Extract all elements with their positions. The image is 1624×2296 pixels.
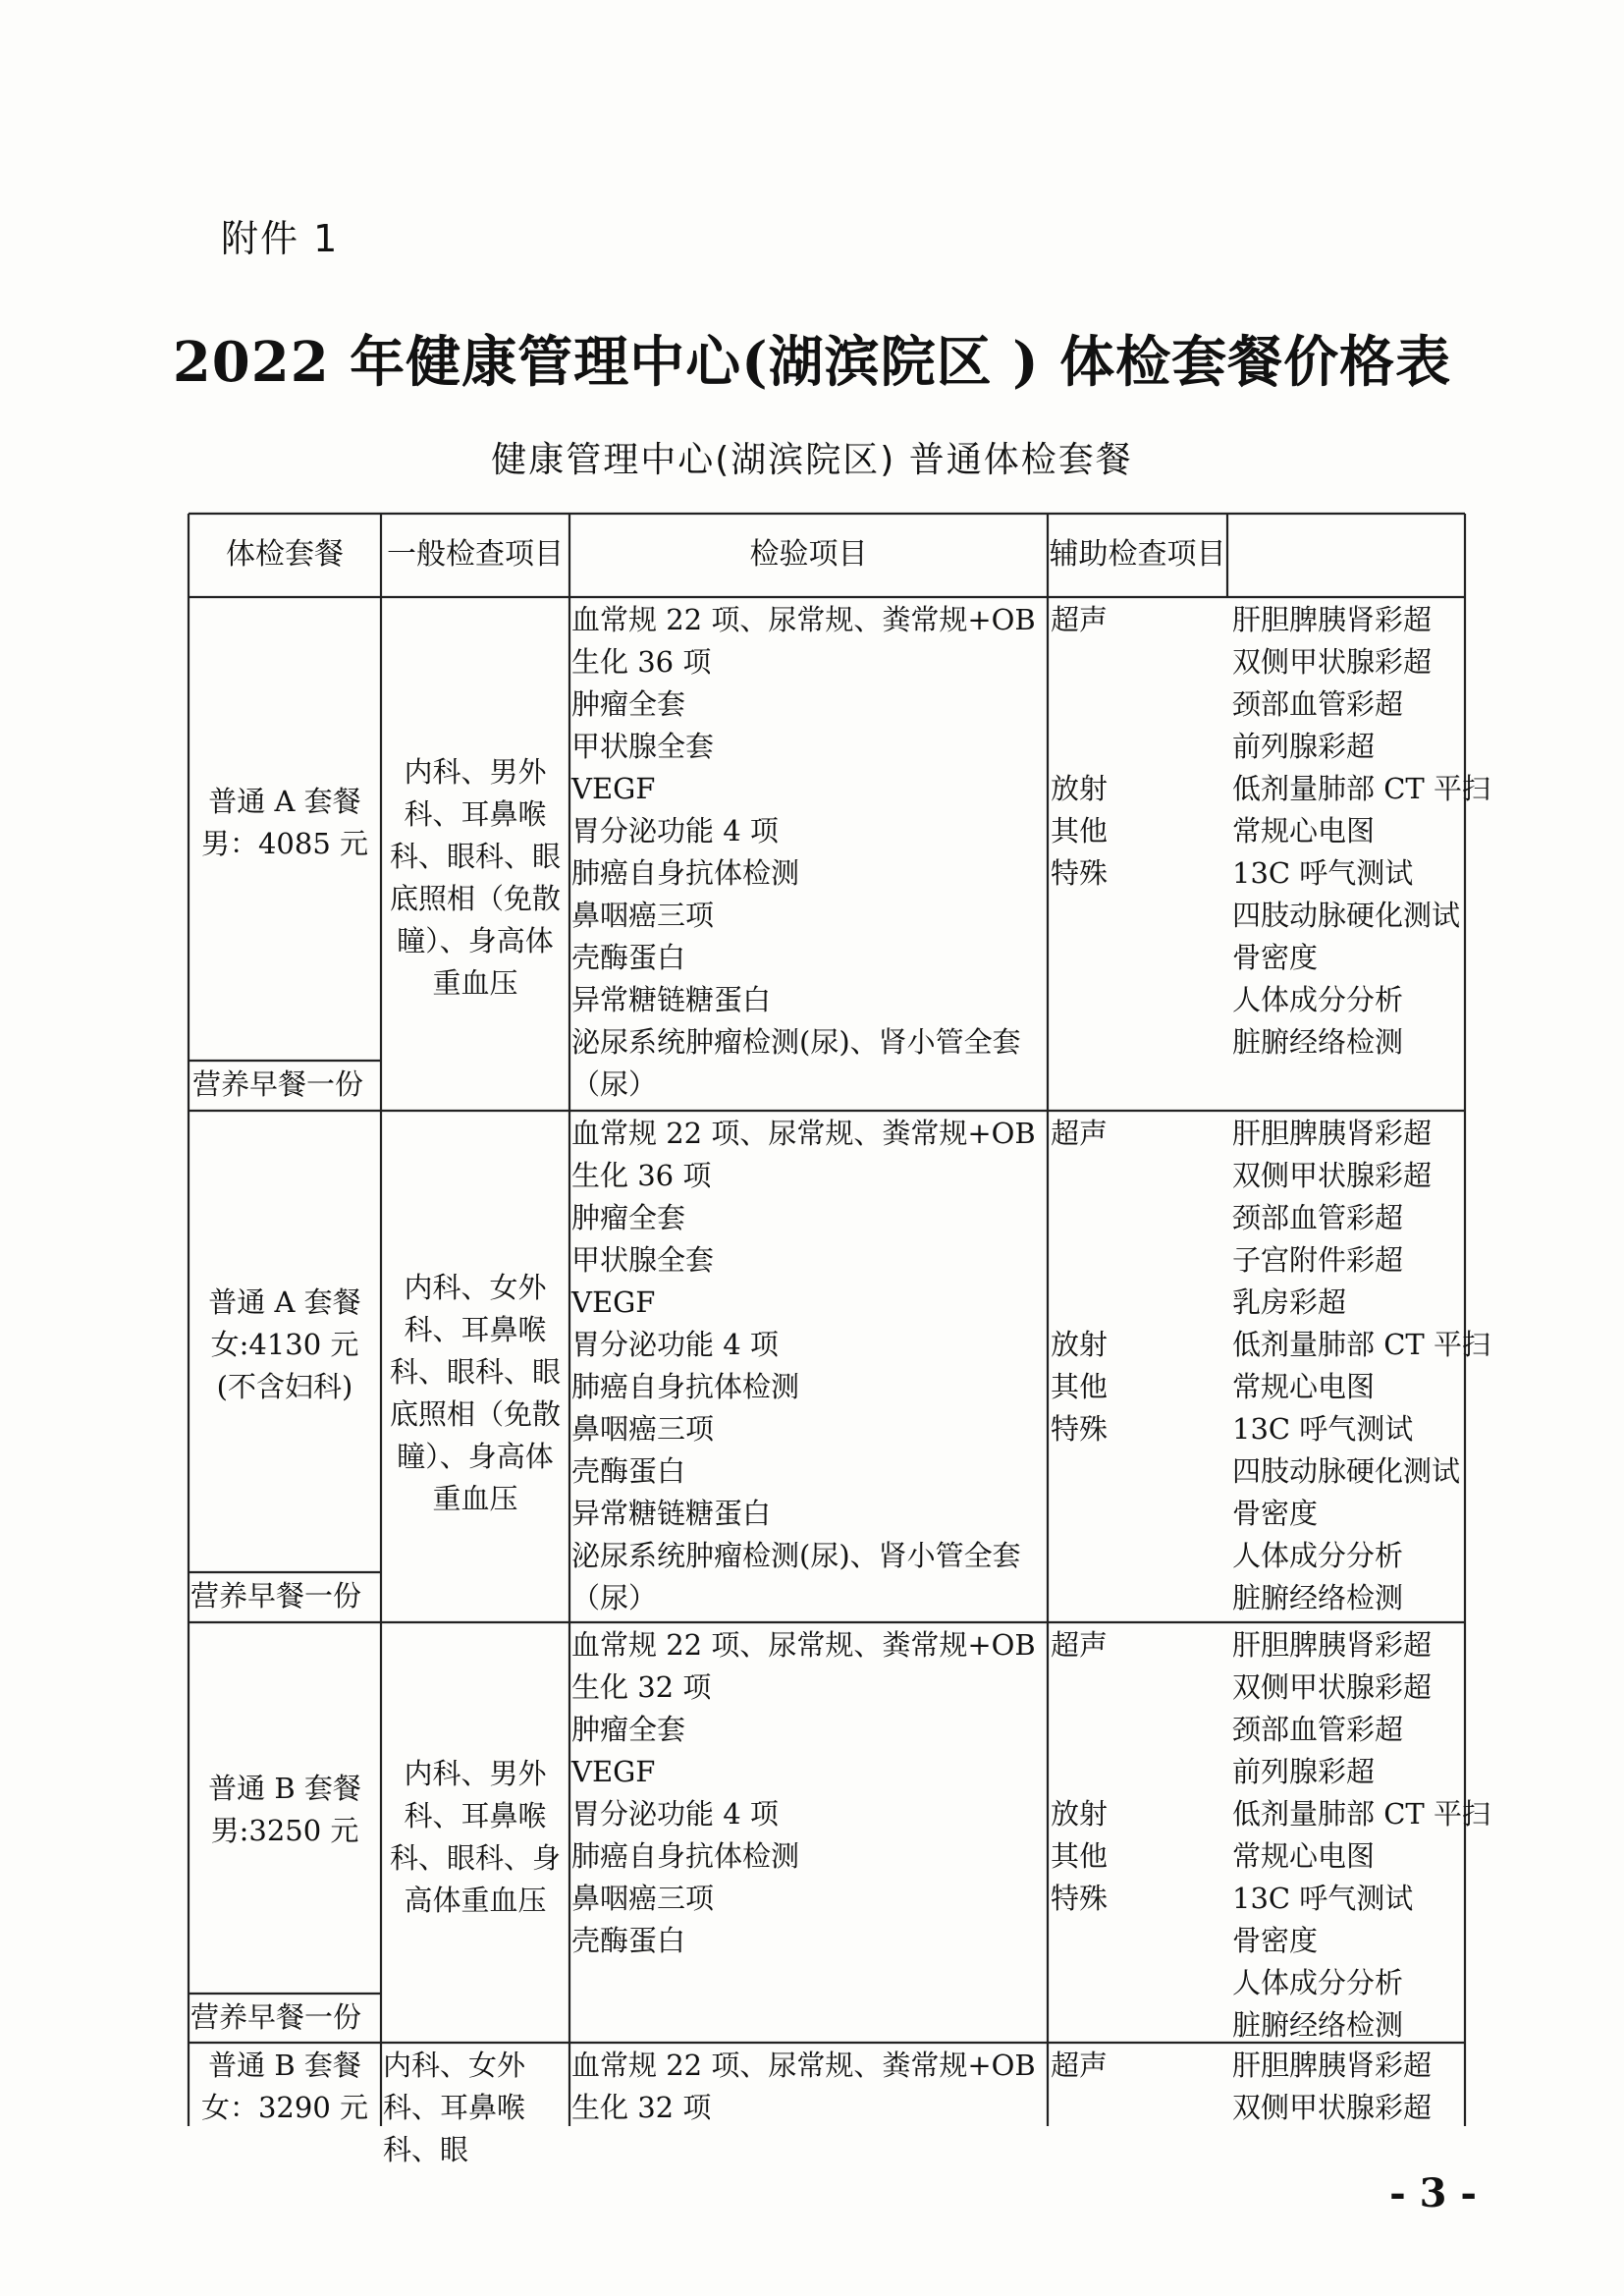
list-item: 放射 <box>1051 1797 1109 1831</box>
list-item <box>1051 1667 1225 1709</box>
header-package: 体检套餐 <box>226 537 344 572</box>
aux-categories <box>1051 1624 1225 2047</box>
list-item: 生化 36 项 <box>571 645 712 679</box>
list-item: 生化 32 项 <box>571 2091 712 2124</box>
list-item: 肝胆脾胰肾彩超 <box>1232 2049 1433 2082</box>
list-item <box>1051 937 1225 979</box>
list-item: 甲状腺全套 <box>571 730 715 763</box>
package-name: 普通 A 套餐 女:4130 元(不含妇科) <box>208 1285 361 1403</box>
lab-items <box>571 1113 1046 1619</box>
list-item <box>1051 2087 1225 2129</box>
list-item: 异常糖链糖蛋白 <box>571 1497 772 1530</box>
list-item: 其他 <box>1051 814 1109 847</box>
list-item: 泌尿系统肿瘤检测(尿)、肾小管全套（尿） <box>571 1025 1021 1101</box>
page-number: - 3 - <box>1389 2170 1477 2216</box>
list-item: 放射 <box>1051 1328 1109 1361</box>
general-items: 内科、男外科、耳鼻喉科、眼科、身高体重血压 <box>389 1757 561 1917</box>
list-item <box>1051 1155 1225 1197</box>
list-item: VEGF <box>571 1755 656 1788</box>
list-item: 胃分泌功能 4 项 <box>571 1797 779 1831</box>
list-item: 肿瘤全套 <box>571 1713 686 1746</box>
list-item: 人体成分分析 <box>1232 1539 1404 1572</box>
package-breakfast: 营养早餐一份 <box>190 2000 362 2034</box>
list-item: 甲状腺全套 <box>571 1243 715 1277</box>
list-item: 肝胆脾胰肾彩超 <box>1232 1628 1433 1662</box>
list-item <box>1051 1021 1225 1064</box>
list-item: 人体成分分析 <box>1232 1966 1404 1999</box>
package-breakfast: 营养早餐一份 <box>192 1067 364 1101</box>
list-item: 特殊 <box>1051 856 1109 890</box>
aux-categories <box>1051 2045 1225 2129</box>
header-aux: 辅助检查项目 <box>1049 537 1226 572</box>
list-item: 超声 <box>1051 1117 1109 1150</box>
list-item: 脏腑经络检测 <box>1232 1581 1404 1614</box>
list-item: 肺癌自身抗体检测 <box>571 856 800 890</box>
lab-items <box>571 2045 1046 2129</box>
list-item: 骨密度 <box>1232 941 1319 974</box>
list-item: 常规心电图 <box>1232 814 1376 847</box>
list-item: 特殊 <box>1051 1882 1109 1915</box>
list-item: 肺癌自身抗体检测 <box>571 1839 800 1873</box>
list-item: 放射 <box>1051 772 1109 805</box>
list-item: 双侧甲状腺彩超 <box>1232 1670 1433 1704</box>
list-item: 其他 <box>1051 1839 1109 1873</box>
list-item <box>1051 641 1225 683</box>
list-item <box>1051 979 1225 1021</box>
list-item: 人体成分分析 <box>1232 983 1404 1016</box>
list-item: 双侧甲状腺彩超 <box>1232 2091 1433 2124</box>
list-item: 肿瘤全套 <box>571 1201 686 1234</box>
list-item: 鼻咽癌三项 <box>571 1412 715 1446</box>
list-item: 常规心电图 <box>1232 1839 1376 1873</box>
list-item: 四肢动脉硬化测试 <box>1232 899 1461 932</box>
table-subtitle: 健康管理中心(湖滨院区) 普通体检套餐 <box>491 440 1133 480</box>
list-item: 异常糖链糖蛋白 <box>571 983 772 1016</box>
list-item: 泌尿系统肿瘤检测(尿)、肾小管全套（尿） <box>571 1539 1021 1614</box>
list-item <box>1051 1751 1225 1793</box>
list-item <box>1051 895 1225 937</box>
list-item <box>1051 1709 1225 1751</box>
list-item <box>1051 1577 1225 1619</box>
aux-items <box>1232 1113 1490 1619</box>
general-items: 内科、女外科、耳鼻喉科、眼 <box>383 2049 526 2166</box>
aux-items <box>1232 2045 1463 2129</box>
list-item: 血常规 22 项、尿常规、粪常规+OB <box>571 1117 1036 1150</box>
list-item <box>1051 1493 1225 1535</box>
aux-items <box>1232 1624 1490 2047</box>
list-item <box>1051 1197 1225 1239</box>
list-item: 低剂量肺部 CT 平扫 <box>1232 1797 1490 1831</box>
aux-categories <box>1051 599 1225 1064</box>
lab-items <box>571 1624 1046 1962</box>
list-item: 乳房彩超 <box>1232 1285 1347 1319</box>
list-item: 子宫附件彩超 <box>1232 1243 1404 1277</box>
list-item: 壳酶蛋白 <box>571 941 686 974</box>
list-item: 生化 36 项 <box>571 1159 712 1192</box>
list-item <box>1051 1239 1225 1282</box>
document-title: 2022 年健康管理中心(湖滨院区 ) 体检套餐价格表 <box>172 330 1452 395</box>
list-item: 超声 <box>1051 603 1109 636</box>
aux-categories <box>1051 1113 1225 1662</box>
package-name: 普通 B 套餐 男:3250 元 <box>208 1772 361 1847</box>
list-item: 四肢动脉硬化测试 <box>1232 1454 1461 1488</box>
list-item: 特殊 <box>1051 1412 1109 1446</box>
list-item: 超声 <box>1051 2049 1109 2082</box>
package-breakfast: 营养早餐一份 <box>190 1579 362 1613</box>
list-item: 双侧甲状腺彩超 <box>1232 645 1433 679</box>
list-item: 骨密度 <box>1232 1924 1319 1957</box>
list-item: VEGF <box>571 772 656 805</box>
package-name: 普通 A 套餐 男：4085 元 <box>200 785 369 860</box>
list-item: 脏腑经络检测 <box>1232 2008 1404 2042</box>
list-item <box>1051 1962 1225 2004</box>
general-items: 内科、女外科、耳鼻喉科、眼科、眼底照相（免散瞳）、身高体重血压 <box>389 1271 561 1515</box>
list-item: 胃分泌功能 4 项 <box>571 814 779 847</box>
list-item: VEGF <box>571 1285 656 1319</box>
package-name: 普通 B 套餐 女：3290 元 <box>200 2049 369 2124</box>
list-item: 前列腺彩超 <box>1232 1755 1376 1788</box>
list-item: 肿瘤全套 <box>571 687 686 721</box>
list-item: 低剂量肺部 CT 平扫 <box>1232 772 1490 805</box>
list-item <box>1051 726 1225 768</box>
list-item: 肝胆脾胰肾彩超 <box>1232 1117 1433 1150</box>
list-item: 常规心电图 <box>1232 1370 1376 1403</box>
list-item: 超声 <box>1051 1628 1109 1662</box>
list-item: 血常规 22 项、尿常规、粪常规+OB <box>571 1628 1036 1662</box>
list-item <box>1051 2004 1225 2047</box>
attachment-label: 附件 1 <box>221 217 340 260</box>
list-item: 颈部血管彩超 <box>1232 687 1404 721</box>
list-item: 血常规 22 项、尿常规、粪常规+OB <box>571 2049 1036 2082</box>
list-item <box>1051 1535 1225 1577</box>
list-item: 鼻咽癌三项 <box>571 1882 715 1915</box>
list-item <box>1051 1282 1225 1324</box>
list-item: 鼻咽癌三项 <box>571 899 715 932</box>
list-item: 生化 32 项 <box>571 1670 712 1704</box>
list-item: 双侧甲状腺彩超 <box>1232 1159 1433 1192</box>
list-item: 低剂量肺部 CT 平扫 <box>1232 1328 1490 1361</box>
list-item: 脏腑经络检测 <box>1232 1025 1404 1059</box>
list-item <box>1051 1920 1225 1962</box>
aux-items <box>1232 599 1490 1064</box>
list-item: 血常规 22 项、尿常规、粪常规+OB <box>571 603 1036 636</box>
general-items: 内科、男外科、耳鼻喉科、眼科、眼底照相（免散瞳）、身高体重血压 <box>389 755 561 1000</box>
list-item <box>1051 1450 1225 1493</box>
list-item: 肺癌自身抗体检测 <box>571 1370 800 1403</box>
list-item: 13C 呼气测试 <box>1232 1882 1414 1915</box>
list-item: 胃分泌功能 4 项 <box>571 1328 779 1361</box>
header-general: 一般检查项目 <box>387 537 564 572</box>
header-lab: 检验项目 <box>749 537 868 572</box>
list-item: 壳酶蛋白 <box>571 1924 686 1957</box>
list-item: 壳酶蛋白 <box>571 1454 686 1488</box>
list-item: 前列腺彩超 <box>1232 730 1376 763</box>
list-item: 13C 呼气测试 <box>1232 856 1414 890</box>
list-item: 13C 呼气测试 <box>1232 1412 1414 1446</box>
list-item <box>1051 683 1225 726</box>
lab-items <box>571 599 1046 1106</box>
list-item: 骨密度 <box>1232 1497 1319 1530</box>
list-item: 颈部血管彩超 <box>1232 1713 1404 1746</box>
list-item: 颈部血管彩超 <box>1232 1201 1404 1234</box>
list-item: 其他 <box>1051 1370 1109 1403</box>
list-item: 肝胆脾胰肾彩超 <box>1232 603 1433 636</box>
